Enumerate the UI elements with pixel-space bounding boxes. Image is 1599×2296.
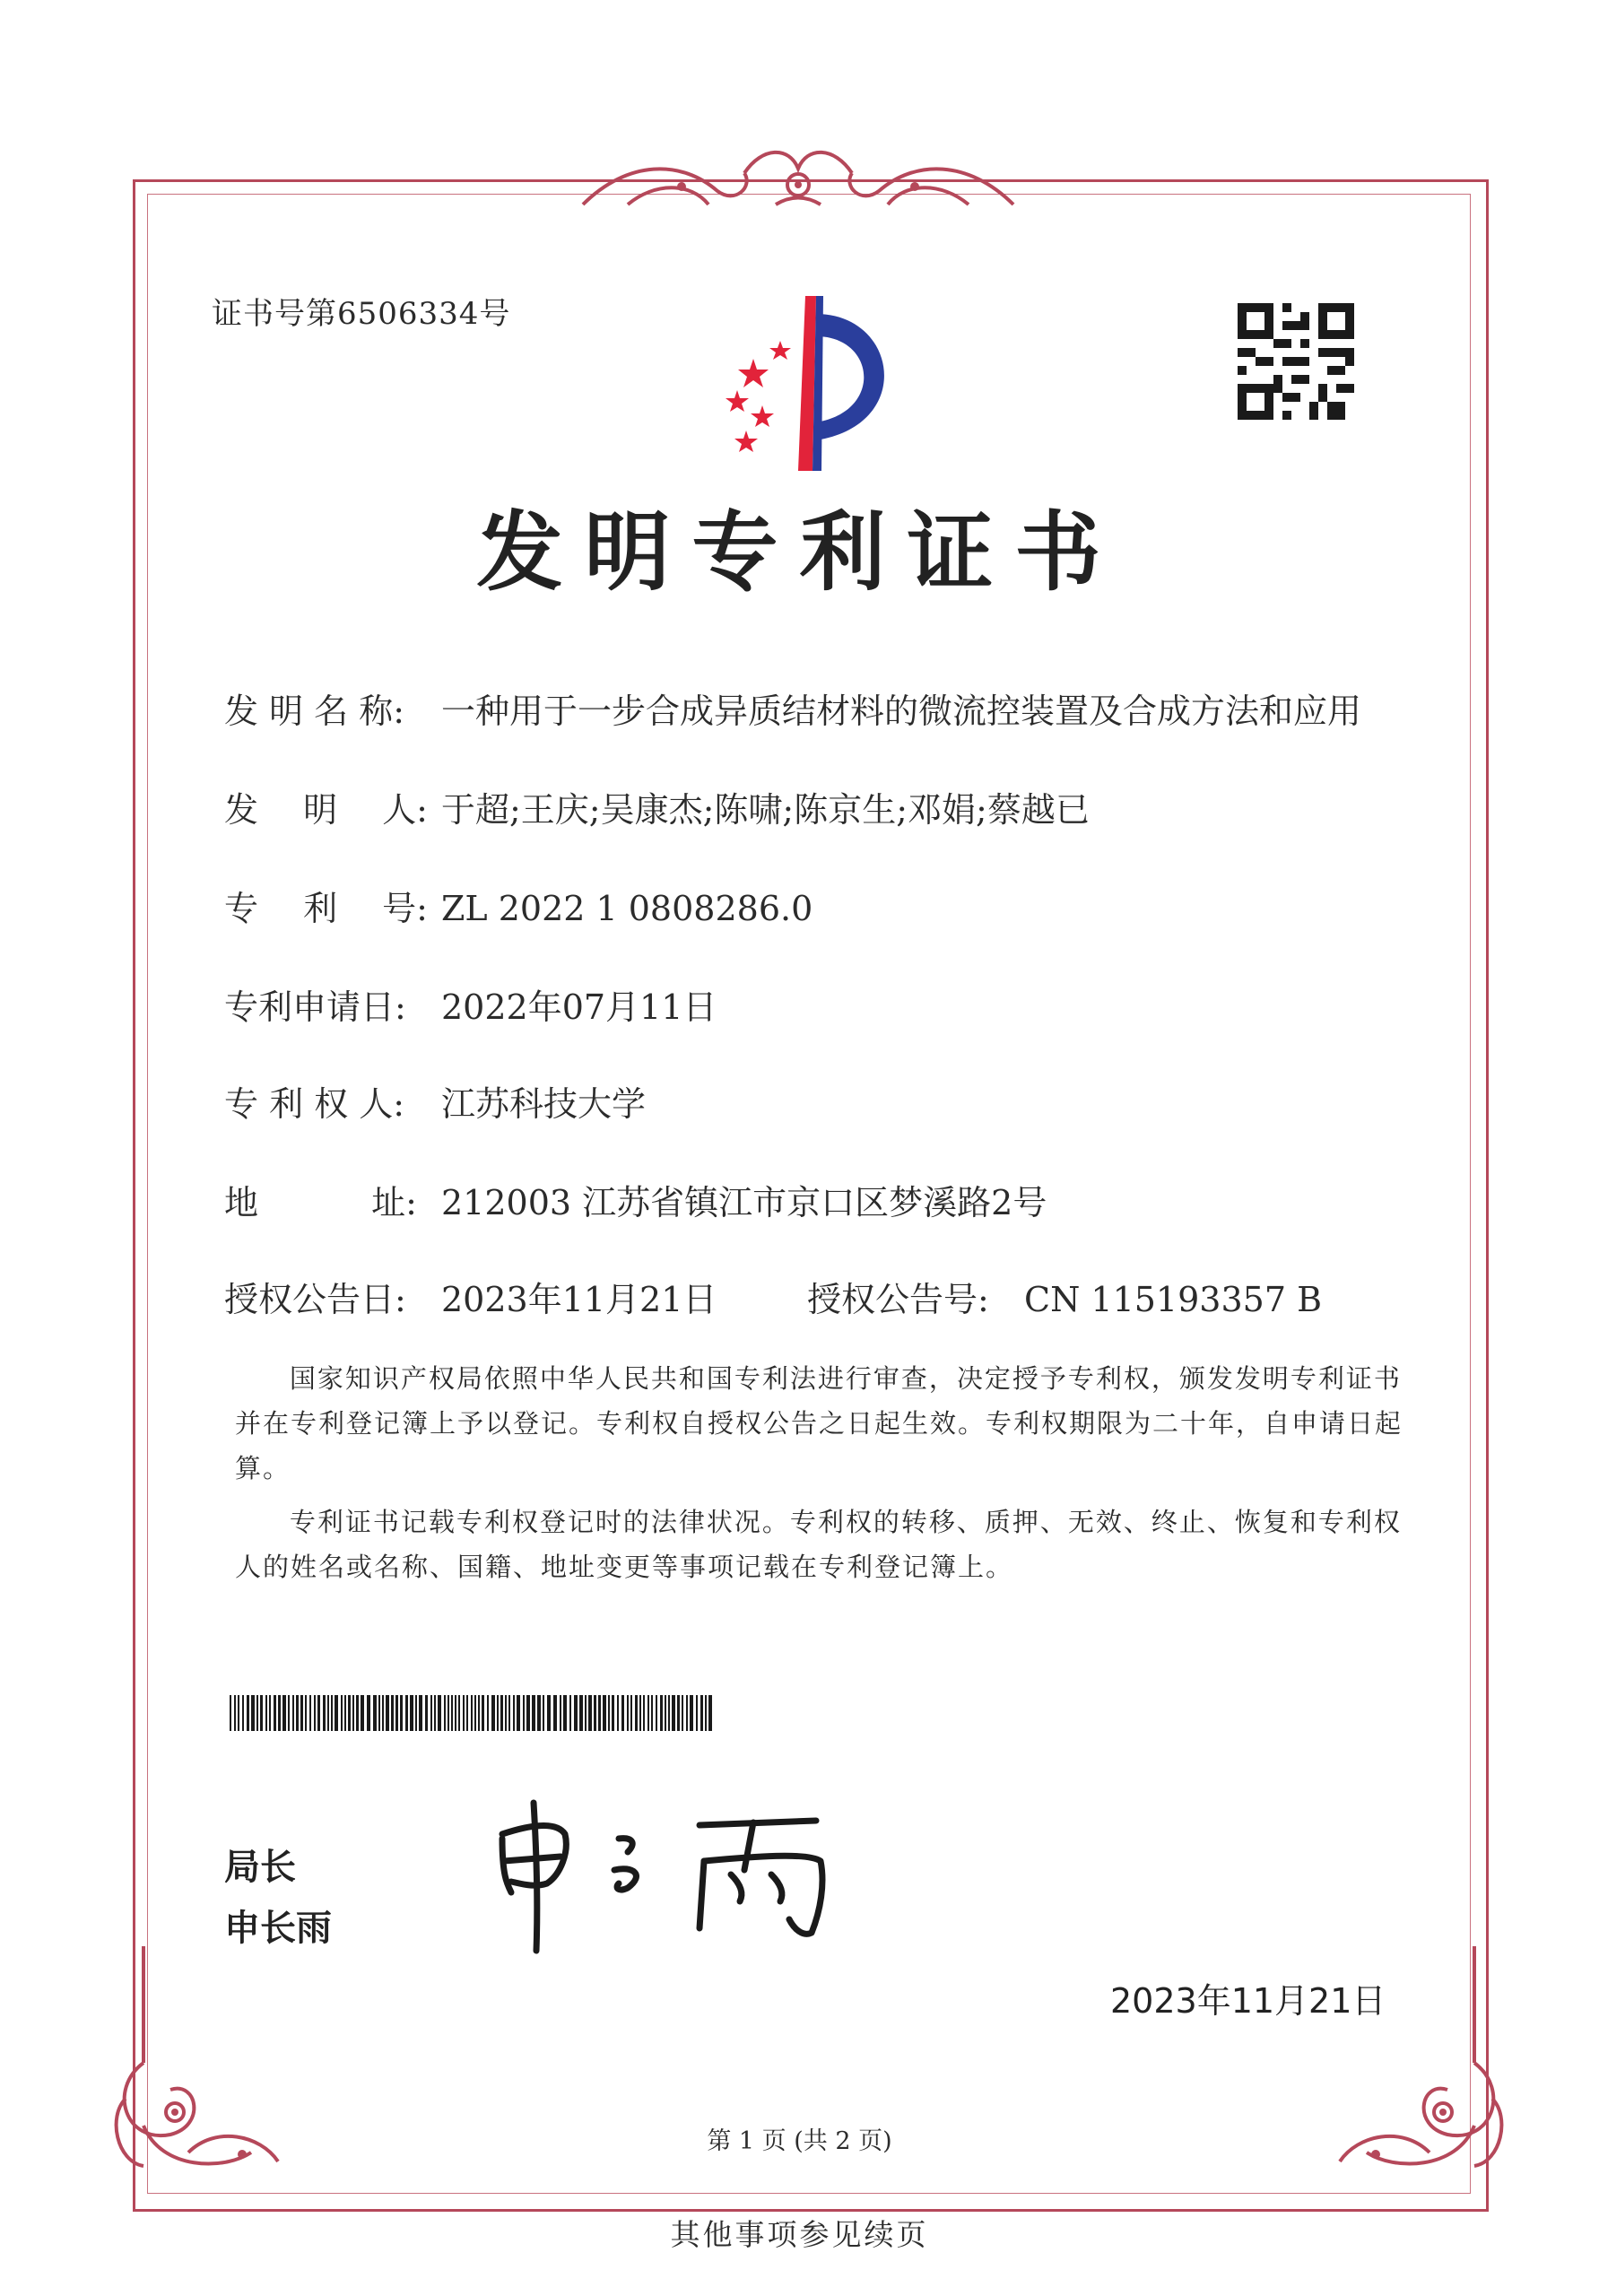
field-grant-date <box>224 1272 717 1321</box>
body-paragraph-1: 国家知识产权局依照中华人民共和国专利法进行审查，决定授予专利权，颁发发明专利证书并在专利登记簿上予以登记。专利权自授权公告之日起生效。专利权期限为二十年，自申请日起算。 <box>235 1363 1403 1483</box>
field-label: 发 明 人: <box>224 790 428 830</box>
director-name: 申长雨 <box>224 1908 332 1949</box>
handwritten-signature <box>484 1785 843 1955</box>
field-label: 授权公告日: <box>224 1280 406 1319</box>
top-ornament-icon <box>574 142 1022 222</box>
field-label: 专 利 权 人: <box>224 1084 405 1124</box>
body-paragraph-2: 专利证书记载专利权登记时的法律状况。专利权的转移、质押、无效、终止、恢复和专利权人的姓名或名称、国籍、地址变更等事项记载在专利登记簿上。 <box>235 1507 1402 1582</box>
qr-code-icon[interactable] <box>1238 303 1354 420</box>
field-grant-number <box>807 1272 1322 1321</box>
field-label: 地 址: <box>224 1183 417 1222</box>
field-filing-date <box>224 979 717 1029</box>
page-number: 第 1 页 (共 2 页) <box>707 2127 892 2155</box>
field-invention-name <box>224 683 1361 733</box>
field-value: 2023年11月21日 <box>441 1280 717 1319</box>
field-patent-number <box>224 881 813 930</box>
field-address <box>224 1175 1047 1224</box>
field-inventors <box>224 782 1090 831</box>
field-value: ZL 2022 1 0808286.0 <box>441 889 813 928</box>
field-value: 一种用于一步合成异质结材料的微流控装置及合成方法和应用 <box>441 691 1362 731</box>
continued-note: 其他事项参见续页 <box>670 2217 929 2252</box>
field-patentee <box>224 1076 646 1126</box>
field-value: 2022年07月11日 <box>441 987 717 1027</box>
field-value: CN 115193357 B <box>1024 1280 1322 1319</box>
field-label: 专 利 号: <box>224 889 428 928</box>
field-label: 授权公告号: <box>807 1280 989 1319</box>
field-value: 江苏科技大学 <box>441 1084 647 1124</box>
director-title: 局长 <box>224 1847 296 1888</box>
cnipa-emblem-icon <box>691 287 933 475</box>
field-label: 专利申请日: <box>224 987 406 1027</box>
barcode-icon <box>230 1695 714 1731</box>
certificate-number: 证书号第6506334号 <box>212 296 511 332</box>
field-label: 发 明 名 称: <box>224 691 405 731</box>
field-value: 212003 江苏省镇江市京口区梦溪路2号 <box>441 1183 1047 1222</box>
page-title: 发明专利证书 <box>476 502 1123 603</box>
field-value: 于超;王庆;吴康杰;陈啸;陈京生;邓娟;蔡越已 <box>441 790 1090 830</box>
signing-date: 2023年11月21日 <box>1110 1981 1386 2021</box>
